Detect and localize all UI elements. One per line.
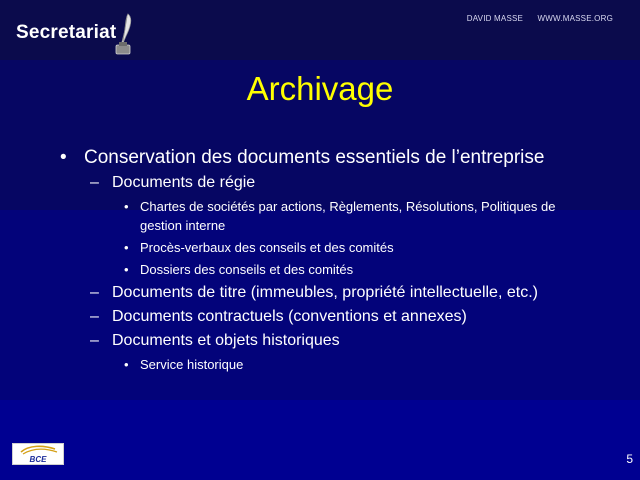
bullet-text: Procès-verbaux des conseils et des comités: [140, 240, 394, 255]
dash-marker: –: [90, 174, 99, 191]
bullet-marker: •: [60, 147, 67, 168]
dash-marker: –: [90, 332, 99, 349]
background-band: [0, 400, 640, 480]
bullet-text: Documents et objets historiques: [112, 332, 340, 349]
bullet-text: Documents contractuels (conventions et annexes): [112, 308, 467, 325]
bullet-level-3: [124, 260, 620, 279]
bullet-level-3: [124, 238, 620, 257]
bullet-marker: •: [124, 357, 129, 372]
bullet-marker: •: [124, 262, 129, 277]
bce-logo: [12, 443, 64, 465]
dash-marker: –: [90, 308, 99, 325]
bullet-marker: •: [124, 240, 129, 255]
author-name: DAVID MASSE: [466, 14, 524, 23]
dash-marker: –: [90, 284, 99, 301]
page-number: 5: [626, 452, 633, 466]
slide-title: Archivage: [246, 70, 394, 107]
author-website: WWW.MASSE.ORG: [537, 14, 613, 23]
bullet-level-2: [90, 173, 620, 193]
bullet-level-3: [124, 355, 620, 374]
bullet-text: Conservation des documents essentiels de l’entreprise: [84, 147, 545, 168]
bullet-text: Dossiers des conseils et des comités: [140, 262, 354, 277]
bce-logo-text: BCE: [29, 455, 47, 464]
bullet-text: Documents de régie: [112, 174, 256, 191]
bullet-level-3: [124, 197, 620, 235]
author-info: [467, 14, 613, 23]
bullet-text: Documents de titre (immeubles, propriété intellectuelle, etc.): [112, 284, 538, 301]
bullet-marker: •: [124, 199, 129, 214]
bullet-text: Service historique: [140, 357, 244, 372]
secretariat-logo: Secretariat: [16, 22, 117, 43]
bullet-level-2: [90, 307, 620, 327]
bullet-list: [60, 146, 620, 377]
bullet-level-2: [90, 331, 620, 351]
bullet-text: Chartes de sociétés par actions, Règlements, Résolutions, Politiques de gestion interne: [140, 199, 556, 233]
quill-inkwell-icon: [110, 12, 136, 58]
bullet-level-2: [90, 283, 620, 303]
bullet-level-1: [60, 146, 620, 169]
